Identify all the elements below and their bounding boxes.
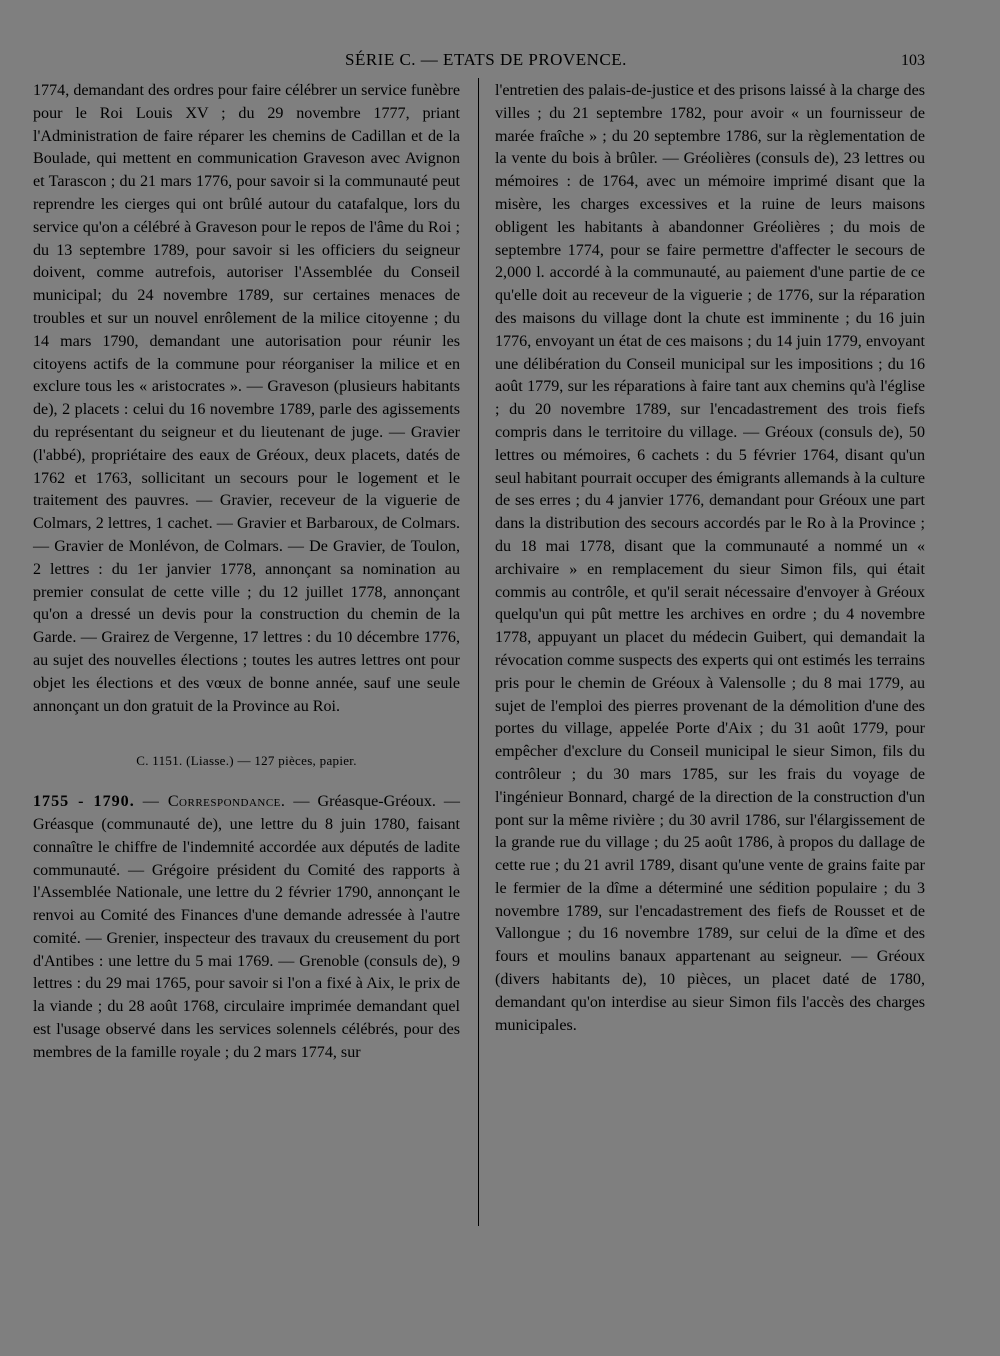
right-column [495,80,925,1037]
entry-heading: — Correspondance. [142,793,286,811]
running-title: SÉRIE C. — ETATS DE PROVENCE. [345,50,627,69]
right-paragraph: l'entretien des palais-de-justice et des prisons laissé à la charge des villes ; du 21 septembre 1782, pour avoir « un fournisseur de marée fraîche » ; du 20 septembre 1786, sur la règlementation de la vente du bois à brûler. — Gréolières (consuls de), 23 lettres ou mémoires : de 1764, avec un mémoire imprimé disant que la misère, les charges excessives et la ruine de leurs maisons obligent les habitants à abandonner Gréolières ; du mois de septembre 1774, pour se faire permettre d'affecter le secours de 2,000 l. accordé à la communauté, au paiement d'une partie de ce qu'elle doit au receveur de la viguerie ; de 1776, sur la réparation des maisons du village dont la chute est imminente ; du 16 juin 1776, envoyant un état de ces maisons ; du 14 juin 1779, envoyant une délibération du Conseil municipal sur les impositions ; du 16 août 1779, sur les réparations à faire tant aux chemins qu'à l'église ; du 20 novembre 1789, sur l'encadastrement des trois fiefs compris dans le territoire du village. — Gréoux (consuls de), 50 lettres ou mémoires, 6 cachets : du 5 février 1764, disant qu'un seul habitant pourrait occuper des émigrants allemands à la culture de ses erres ; du 4 janvier 1776, demandant pour Gréoux une part dans la distribution des secours accordés par le Ro à la Province ; du 18 mai 1778, disant que la communauté a nommé un « archivaire » en remplacement du sieur Simon fils, qui était commis au contrôle, et qu'il serait nécessaire d'envoyer à Gréoux quelqu'un qui pût mettre les archives en ordre ; du 4 novembre 1778, appuyant un placet du médecin Guibert, qui demandait la révocation comme suspects des experts qui ont estimés les terrains pris pour le chemin de Gréoux à Valensolle ; du 8 mai 1779, au sujet de l'emploi des pierres provenant de la démolition d'une des portes du village, appelée Porte d'Aix ; du 31 août 1779, pour empêcher d'exclure du Conseil municipal le sieur Simon, fils du contrôleur ; du 30 mars 1785, sur les frais du voyage de l'ingénieur Bonnard, chargé de la direction de la construction d'un pont sur la même rivière ; du 30 avril 1786, sur l'élargissement de la grande rue du village ; du 25 août 1786, à propos du dallage de cette rue ; du 21 avril 1789, disant qu'une vente de grains faite par le fermier de la dîme a déterminé une sédition populaire ; du 3 novembre 1789, sur l'encadastrement des fiefs de Rousset et de Vallongue ; du 16 novembre 1789, sur celui de la dîme et des fours et moulins banaux appartenant au seigneur. — Gréoux (divers habitants de), 10 pièces, un placet daté de 1780, demandant qu'on interdise au sieur Simon fils l'accès des charges municipales. [495,82,925,1034]
page-header [0,50,1000,74]
column-divider [478,78,479,1226]
left-column [33,80,460,1065]
archive-reference: C. 1151. (Liasse.) — 127 pièces, papier. [136,753,357,769]
entry-dates: 1755 - 1790. [33,793,135,811]
entry-text: — Gréasque-Gréoux. — Gréasque (communauté de), une lettre du 8 juin 1780, faisant connaître le chiffre de l'indemnité accordée aux députés de ladite communauté. — Grégoire président du Comité des rapports à l'Assemblée Nationale, une lettre du 2 février 1790, annonçant le renvoi au Comité des Finances d'une demande adressée à l'autre comité. — Grenier, inspecteur des travaux du creusement du port d'Antibes : une lettre du 5 mai 1769. — Grenoble (consuls de), 9 lettres : du 29 mai 1765, pour savoir si l'on a fixé à Aix, le prix de la viande ; du 28 août 1768, circulaire imprimée demandant quel est l'usage observé dans les services solennels célébrés, pour des membres de la famille royale ; du 2 mars 1774, sur [33,793,460,1061]
page-number: 103 [901,52,925,69]
entry-paragraph [33,791,460,1065]
left-paragraph-continuation: 1774, demandant des ordres pour faire célébrer un service funèbre pour le Roi Louis XV ; du 29 novembre 1777, priant l'Administration de faire réparer les chemins de Cadillan et de la Boulade, qui mettent en communication Graveson avec Avignon et Tarascon ; du 21 mars 1776, pour savoir si la communauté peut reprendre les cierges qui ont brûlé autour du catafalque, lors du service qu'on a célébré à Graveson pour le repos de l'âme du Roi ; du 13 septembre 1789, pour savoir si les officiers du seigneur doivent, comme autrefois, autoriser l'Assemblée du Conseil municipal; du 24 novembre 1789, sur certaines menaces de troubles et sur un nouvel enrôlement de la milice citoyenne ; du 14 mars 1790, demandant une autorisation pour réunir les citoyens actifs de la commune pour réorganiser la milice et en exclure tous les « aristocrates ». — Graveson (plusieurs habitants de), 2 placets : celui du 16 novembre 1789, parle des agissements du représentant du seigneur et du lieutenant de juge. — Gravier (l'abbé), propriétaire des eaux de Gréoux, deux placets, datés de 1762 et 1763, sollicitant un secours pour le logement et le traitement des pauvres. — Gravier, receveur de la viguerie de Colmars, 2 lettres, 1 cachet. — Gravier et Barbaroux, de Colmars. — Gravier de Monlévon, de Colmars. — De Gravier, de Toulon, 2 lettres : du 1er janvier 1778, annonçant sa nomination au premier consulat de cette ville ; du 12 juillet 1778, annonçant qu'on a dressé un devis pour la construction du chemin de la Garde. — Grairez de Vergenne, 17 lettres : du 10 décembre 1776, au sujet des nouvelles élections ; toutes les autres lettres ont pour objet les élections et des vœux de bonne année, sauf une seule annonçant un don gratuit de la Province au Roi. [33,82,460,715]
